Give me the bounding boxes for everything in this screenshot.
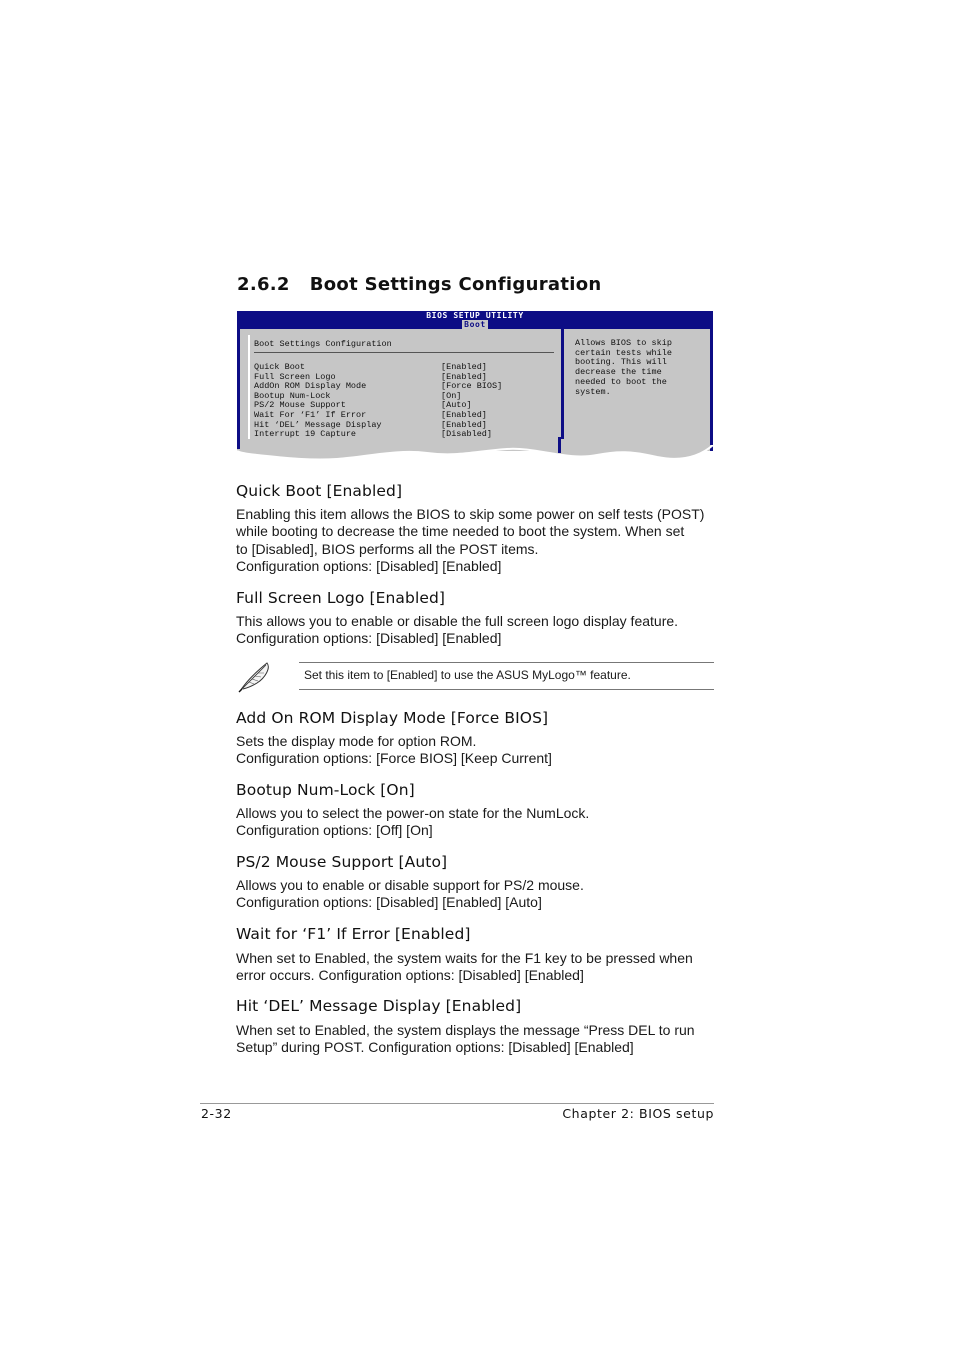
text-line: When set to Enabled, the system displays the message “Press DEL to run: [236, 1022, 695, 1038]
bios-help-panel: [575, 339, 705, 397]
bios-row-value: [Disabled]: [441, 429, 493, 440]
para-hit-del-message: [236, 1022, 716, 1057]
section-number: 2.6.2: [237, 274, 290, 295]
page-number: 2-32: [201, 1106, 232, 1121]
bios-row-value: [On]: [441, 390, 462, 401]
bios-row-value: [Enabled]: [441, 419, 487, 430]
bios-settings-list: [254, 363, 554, 440]
text-line: to [Disabled], BIOS performs all the POST items.: [236, 540, 539, 557]
text-line: Setup” during POST. Configuration options: [Disabled] [Enabled]: [236, 1039, 634, 1056]
bios-help-line: system.: [575, 386, 611, 397]
bios-row-value: [Enabled]: [441, 371, 487, 382]
bios-help-line: decrease the time: [575, 367, 662, 378]
bios-help-line: booting. This will: [575, 357, 667, 368]
para-full-screen-logo: [236, 613, 716, 648]
bios-row-value: [Force BIOS]: [441, 381, 503, 392]
note-box: [237, 660, 714, 692]
para-bootup-num-lock: [236, 805, 716, 840]
bios-row-label: Hit ‘DEL’ Message Display: [254, 419, 382, 430]
text-line: This allows you to enable or disable the full screen logo display feature.: [236, 613, 679, 629]
heading-bootup-num-lock: Bootup Num-Lock [On]: [236, 781, 415, 799]
heading-full-screen-logo: Full Screen Logo [Enabled]: [236, 589, 446, 607]
bios-divider-rule: [254, 352, 554, 353]
bios-row-label: Full Screen Logo: [254, 371, 336, 382]
bios-header: [237, 311, 713, 329]
text-line: Configuration options: [Disabled] [Enabled]: [236, 558, 502, 575]
bios-screenshot: [237, 311, 713, 469]
para-addon-rom-display-mode: [236, 733, 716, 768]
text-line: Allows you to select the power-on state for the NumLock.: [236, 805, 590, 821]
text-line: Enabling this item allows the BIOS to skip some power on self tests (POST): [236, 506, 705, 522]
bios-row-value: [Enabled]: [441, 409, 487, 420]
bios-row-value: [Enabled]: [441, 362, 487, 372]
heading-hit-del-message: Hit ‘DEL’ Message Display [Enabled]: [236, 997, 522, 1015]
heading-addon-rom-display-mode: Add On ROM Display Mode [Force BIOS]: [236, 709, 549, 727]
bios-help-line: Allows BIOS to skip: [575, 338, 672, 348]
note-text: Set this item to [Enabled] to use the ASUS MyLogo™ feature.: [304, 668, 631, 682]
note-rule-bottom: [299, 689, 714, 690]
text-line: error occurs. Configuration options: [Disabled] [Enabled]: [236, 967, 584, 984]
bios-torn-edge: [237, 437, 713, 473]
chapter-label: Chapter 2: BIOS setup: [562, 1106, 714, 1121]
bios-panel-title: Boot Settings Configuration: [254, 339, 392, 349]
bios-help-line: certain tests while: [575, 347, 672, 358]
text-line: Sets the display mode for option ROM.: [236, 733, 477, 749]
text-line: Configuration options: [Force BIOS] [Keep Current]: [236, 750, 552, 767]
bios-help-line: needed to boot the: [575, 376, 667, 387]
text-line: while booting to decrease the time needed to boot the system. When set: [236, 523, 685, 540]
para-quick-boot: [236, 506, 716, 576]
text-line: Allows you to enable or disable support for PS/2 mouse.: [236, 877, 584, 893]
bios-row-label: Interrupt 19 Capture: [254, 429, 357, 440]
section-title-text: Boot Settings Configuration: [309, 274, 602, 295]
bios-row-value: [Auto]: [441, 400, 472, 411]
bios-row-label: AddOn ROM Display Mode: [254, 381, 367, 392]
bios-tab-boot: Boot: [464, 320, 486, 329]
heading-wait-for-f1: Wait for ‘F1’ If Error [Enabled]: [236, 925, 471, 943]
para-ps2-mouse-support: [236, 877, 716, 912]
note-rule-top: [299, 662, 714, 663]
text-line: When set to Enabled, the system waits for the F1 key to be pressed when: [236, 950, 693, 966]
text-line: Configuration options: [Disabled] [Enabled]: [236, 630, 502, 647]
bios-panel-divider: [561, 329, 564, 451]
footer-rule: [200, 1103, 714, 1104]
para-wait-for-f1: [236, 950, 716, 985]
bios-row-label: Bootup Num-Lock: [254, 390, 331, 401]
text-line: Configuration options: [Off] [On]: [236, 822, 433, 839]
heading-ps2-mouse-support: PS/2 Mouse Support [Auto]: [236, 853, 448, 871]
bios-row-label: Wait For ‘F1’ If Error: [254, 409, 367, 420]
section-title: [237, 274, 601, 295]
bios-row-label: Quick Boot: [254, 362, 306, 372]
bios-row-label: PS/2 Mouse Support: [254, 400, 346, 411]
heading-quick-boot: Quick Boot [Enabled]: [236, 482, 403, 500]
bios-body: [237, 329, 713, 451]
text-line: Configuration options: [Disabled] [Enabled] [Auto]: [236, 894, 542, 911]
bios-header-title: BIOS SETUP UTILITY: [426, 311, 524, 320]
bios-main-panel: [248, 335, 556, 447]
feather-pen-icon: [237, 660, 273, 694]
